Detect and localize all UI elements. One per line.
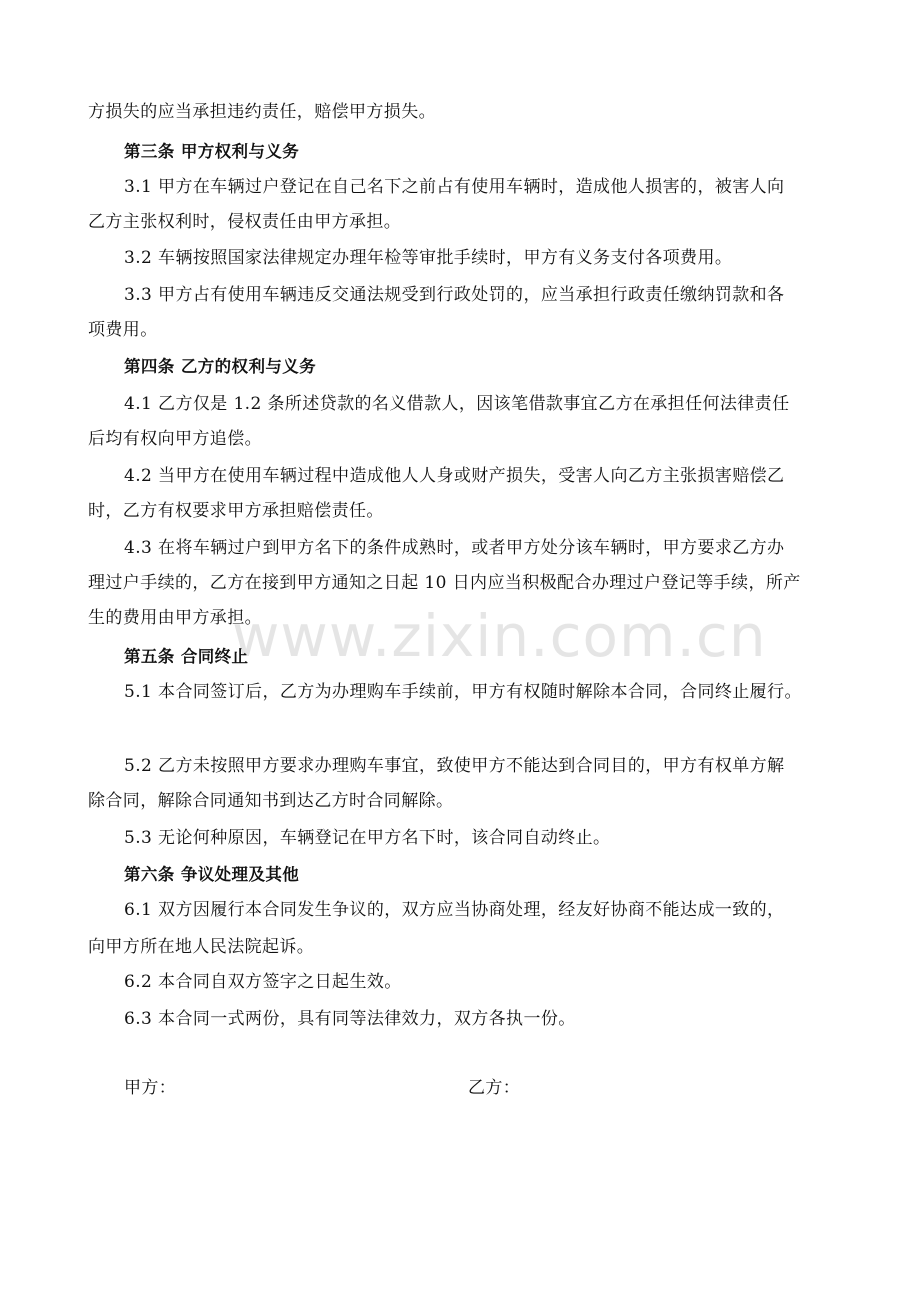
paragraph-line: 6.1 双方因履行本合同发生争议的，双方应当协商处理，经友好协商不能达成一致的， — [124, 900, 785, 920]
paragraph-line: 生的费用由甲方承担。 — [88, 608, 262, 628]
paragraph-line: 时，乙方有权要求甲方承担赔偿责任。 — [88, 501, 384, 521]
paragraph-line: 理过户手续的，乙方在接到甲方通知之日起 10 日内应当积极配合办理过户登记等手续，所产 — [88, 573, 801, 593]
signature-party-b: 乙方： — [468, 1078, 521, 1098]
paragraph-line: 4.3 在将车辆过户到甲方名下的条件成熟时，或者甲方处分该车辆时，甲方要求乙方办 — [124, 538, 785, 558]
paragraph-line: 5.3 无论何种原因，车辆登记在甲方名下时，该合同自动终止。 — [124, 828, 611, 848]
paragraph-line: 3.3 甲方占有使用车辆违反交通法规受到行政处罚的，应当承担行政责任缴纳罚款和各 — [124, 285, 785, 305]
section-heading-5: 第五条 合同终止 — [124, 647, 249, 666]
paragraph-line: 除合同，解除合同通知书到达乙方时合同解除。 — [88, 791, 454, 811]
paragraph-line: 5.2 乙方未按照甲方要求办理购车事宜，致使甲方不能达到合同目的，甲方有权单方解 — [124, 756, 785, 776]
section-heading-3: 第三条 甲方权利与义务 — [124, 142, 300, 161]
section-heading-4: 第四条 乙方的权利与义务 — [124, 357, 317, 376]
paragraph-line: 乙方主张权利时，侵权责任由甲方承担。 — [88, 212, 402, 232]
watermark: www.zixin.com.cn — [232, 602, 767, 670]
paragraph-line: 6.3 本合同一式两份，具有同等法律效力，双方各执一份。 — [124, 1009, 576, 1029]
paragraph-line: 项费用。 — [88, 320, 158, 340]
paragraph-line: 3.2 车辆按照国家法律规定办理年检等审批手续时，甲方有义务支付各项费用。 — [124, 248, 733, 268]
paragraph-line: 方损失的应当承担违约责任，赔偿甲方损失。 — [88, 102, 436, 122]
paragraph-line: 4.1 乙方仅是 1.2 条所述贷款的名义借款人，因该笔借款事宜乙方在承担任何法律责任 — [124, 394, 790, 414]
paragraph-line: 4.2 当甲方在使用车辆过程中造成他人人身或财产损失，受害人向乙方主张损害赔偿乙 — [124, 466, 785, 486]
paragraph-line: 5.1 本合同签订后，乙方为办理购车手续前，甲方有权随时解除本合同，合同终止履行。 — [124, 682, 802, 702]
paragraph-line: 后均有权向甲方追偿。 — [88, 429, 262, 449]
paragraph-line: 向甲方所在地人民法院起诉。 — [88, 937, 315, 957]
signature-party-a: 甲方： — [124, 1078, 177, 1098]
paragraph-line: 3.1 甲方在车辆过户登记在自己名下之前占有使用车辆时，造成他人损害的，被害人向 — [124, 177, 785, 197]
paragraph-line: 6.2 本合同自双方签字之日起生效。 — [124, 972, 402, 992]
section-heading-6: 第六条 争议处理及其他 — [124, 865, 300, 884]
